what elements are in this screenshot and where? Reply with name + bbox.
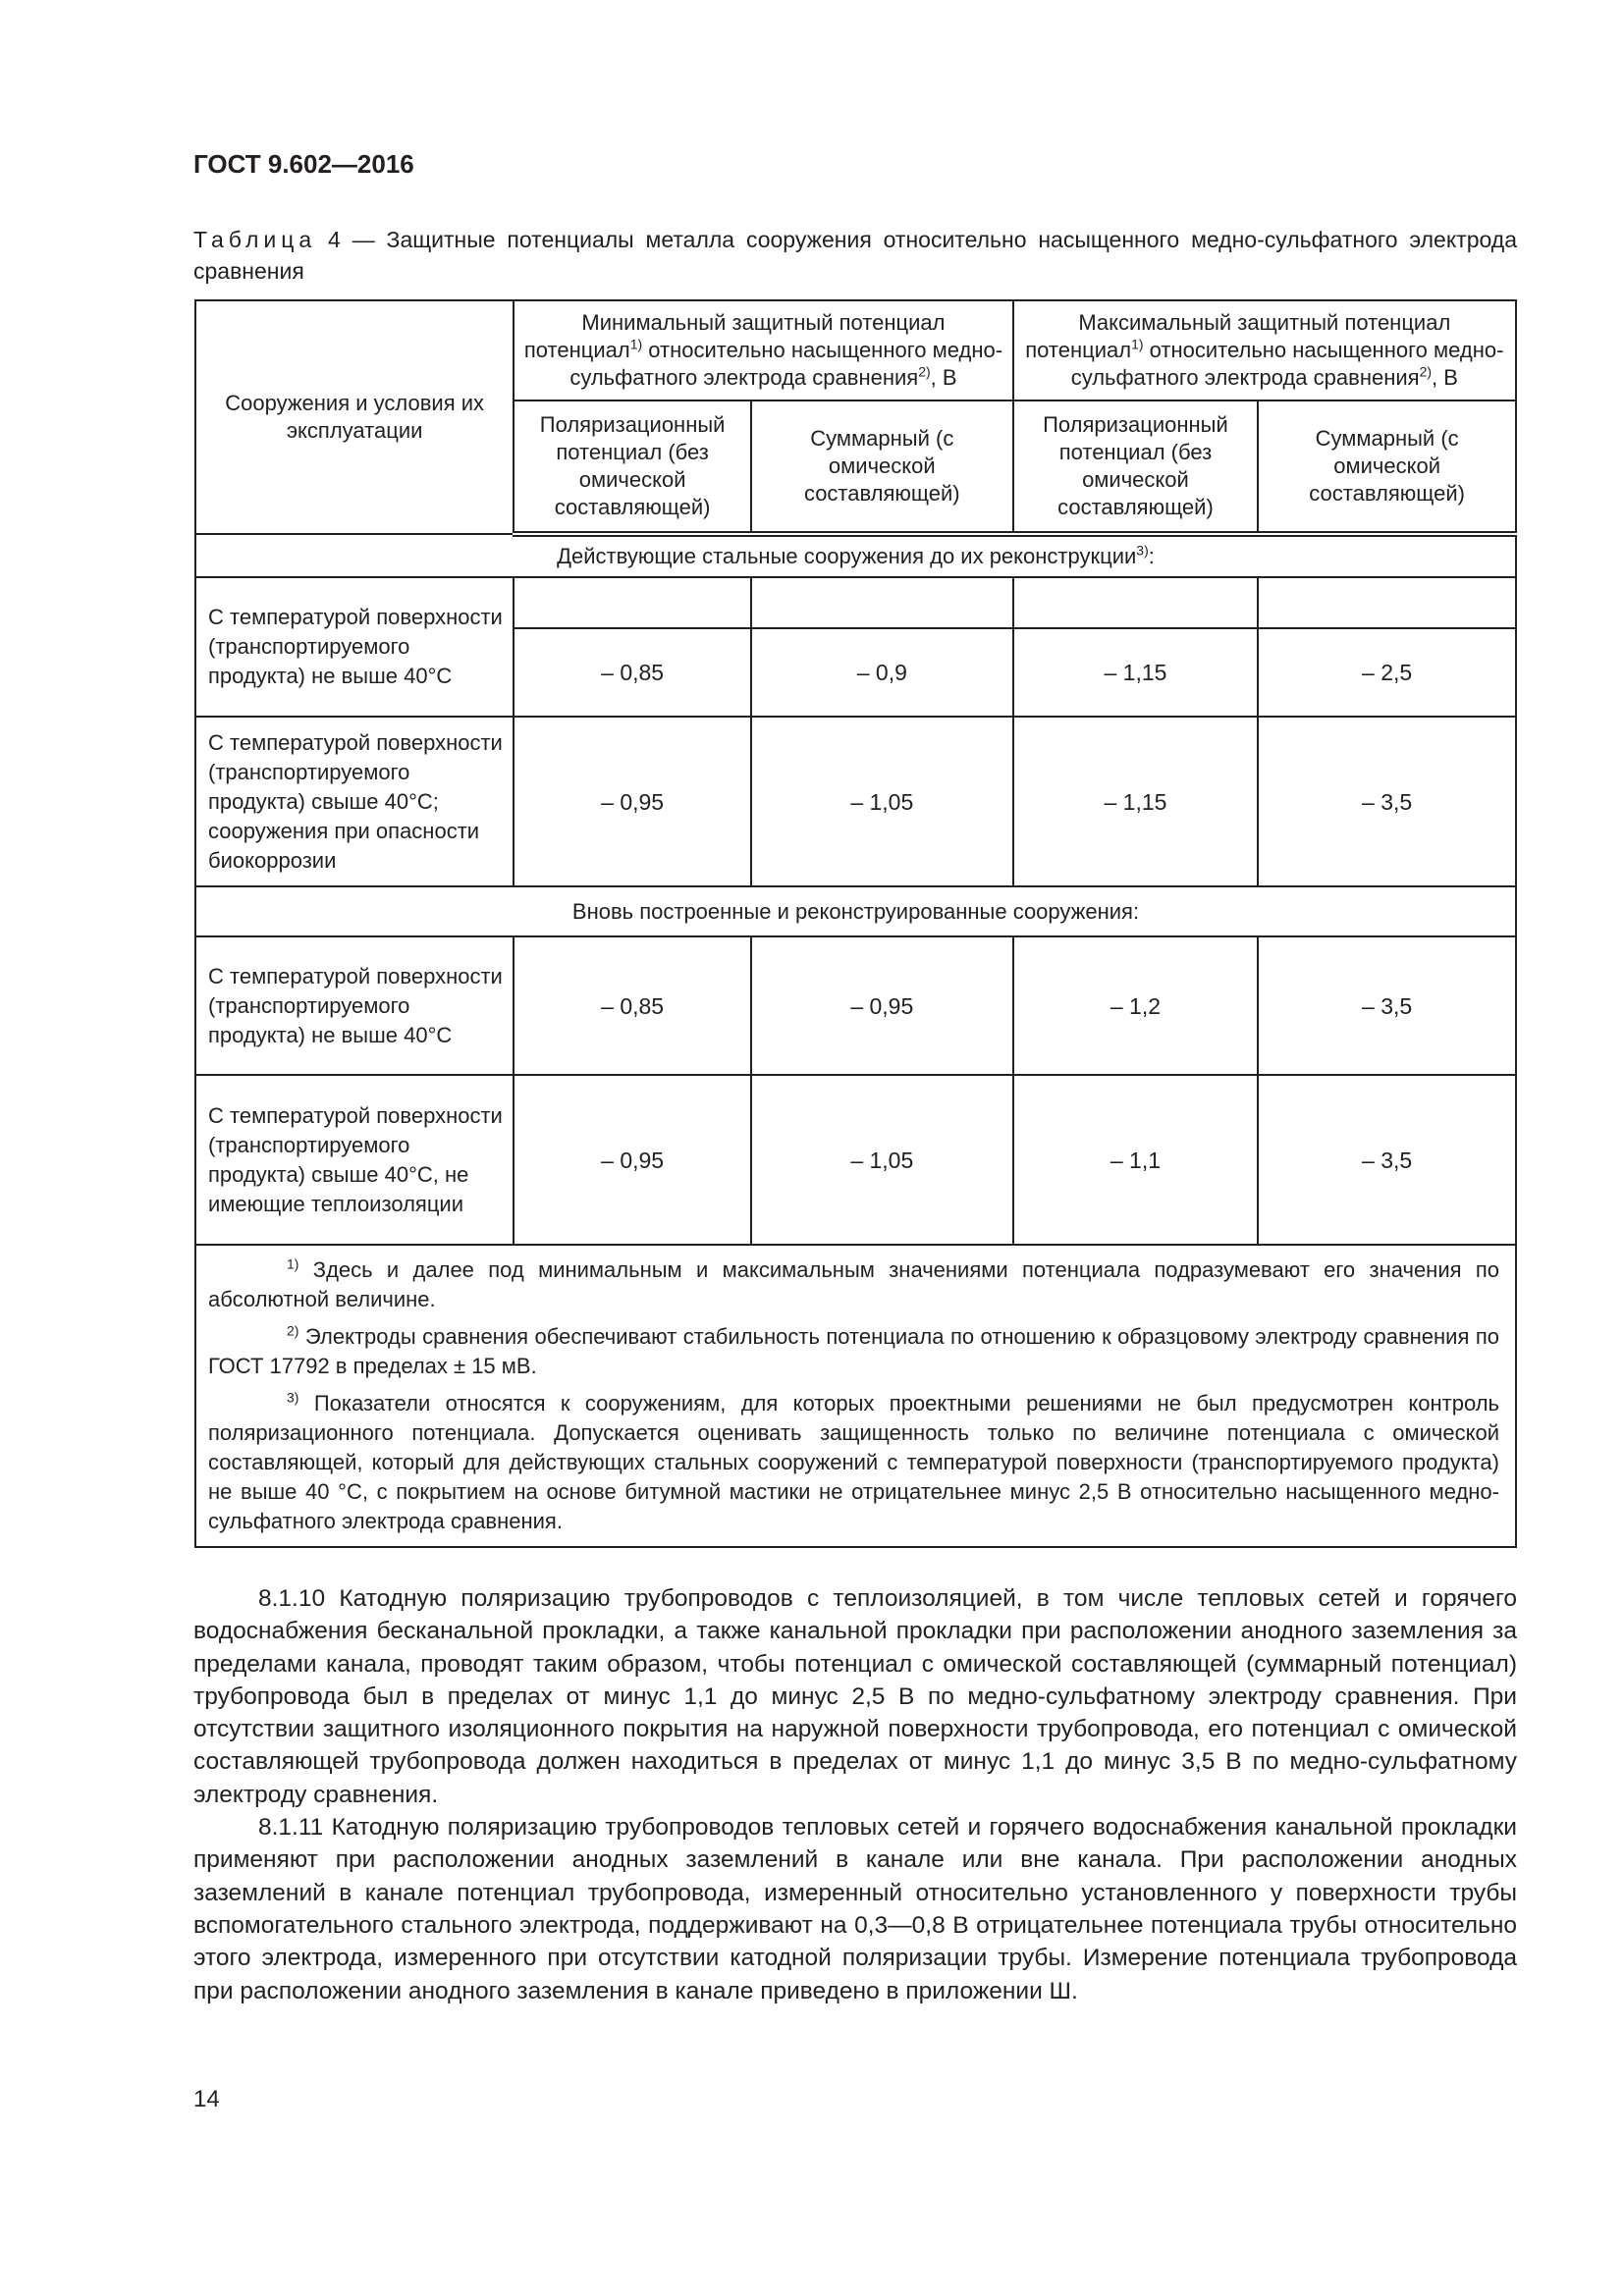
body-text xyxy=(193,1582,1517,2007)
cell: – 1,2 xyxy=(1013,936,1259,1075)
header-max-potential: Максимальный защитный потенциал потенциал$^{1)}$ относительно насыщенного медно-сульфатного электрода сравнения$^{2)}$, В xyxy=(1013,300,1516,400)
header-min-potential: Минимальный защитный потенциал потенциал$^{1)}$ относительно насыщенного медно-сульфатного электрода сравнения$^{2)}$, В xyxy=(514,300,1012,400)
caption-label: Таблица xyxy=(193,227,317,252)
cell: – 0,9 xyxy=(751,628,1013,717)
cell: – 1,05 xyxy=(751,717,1013,886)
footnote-1: $^{1)}$ Здесь и далее под минимальным и максимальным значениями потенциала подразумевают его значения по абсолютной величине. xyxy=(208,1255,1499,1311)
table-row xyxy=(195,936,1516,1075)
header-structures: Сооружения и условия их эксплуатации xyxy=(195,300,514,534)
table-footnotes xyxy=(195,1245,1516,1547)
row-label: С температурой поверхности (транспортируемого продукта) свыше 40°С, не имеющие теплоизоляции xyxy=(195,1075,514,1245)
paragraph-8-1-10: 8.1.10 Катодную поляризацию трубопроводов с теплоизоляцией, в том числе тепловых сетей и горячего водоснабжения бесканальной прокладки, а также канальной прокладки при расположении анодного заземления за пределами канала, проводят таким образом, чтобы потенциал с омической составляющей (суммарный потенциал) трубопровода был в пределах от минус 1,1 до минус 2,5 В по медно-сульфатному электроду сравнения. При отсутствии защитного изоляционного покрытия на наружной поверхности трубопровода, его потенциал с омической составляющей трубопровода должен находиться в пределах от минус 1,1 до минус 3,5 В по медно-сульфатному электроду сравнения. xyxy=(193,1585,1517,1808)
table-caption xyxy=(193,224,1517,287)
footnote-2: $^{2)}$ Электроды сравнения обеспечивают стабильность потенциала по отношению к образцовому электроду сравнения по ГОСТ 17792 в пределах ± 15 мВ. xyxy=(208,1322,1499,1378)
document-header: ГОСТ 9.602—2016 xyxy=(193,149,414,179)
cell: – 1,05 xyxy=(751,1075,1013,1245)
cell: – 3,5 xyxy=(1258,717,1516,886)
cell: – 1,15 xyxy=(1013,717,1259,886)
cell: – 3,5 xyxy=(1258,936,1516,1075)
cell: – 0,95 xyxy=(751,936,1013,1075)
cell: – 2,5 xyxy=(1258,628,1516,717)
subheader-sum: Суммарный (с омической составляющей) xyxy=(1258,400,1516,534)
row-label: С температурой поверхности (транспортируемого продукта) не выше 40°С xyxy=(195,577,514,717)
caption-text: 4 — Защитные потенциалы металла сооружения относительно насыщенного медно-сульфатного электрода сравнения xyxy=(193,227,1517,284)
footnote-3: $^{3)}$ Показатели относятся к сооружениям, для которых проектными решениями не был предусмотрен контроль поляризационного потенциала. Допускается оценивать защищенность только по величине потенциала с омической составляющей, который для действующих стальных сооружений с температурой поверхности (транспортируемого продукта) не выше 40 °С, с покрытием на основе битумной мастики не отрицательнее минус 2,5 В относительно насыщенного медно-сульфатного электрода сравнения. xyxy=(208,1389,1499,1533)
cell: – 1,15 xyxy=(1013,628,1259,717)
row-label: С температурой поверхности (транспортируемого продукта) не выше 40°С xyxy=(195,936,514,1075)
protective-potentials-table xyxy=(194,299,1517,1548)
page-number: 14 xyxy=(193,2086,220,2112)
table-row xyxy=(195,717,1516,886)
cell: – 1,1 xyxy=(1013,1075,1259,1245)
cell: – 0,95 xyxy=(514,1075,751,1245)
cell: – 0,85 xyxy=(514,936,751,1075)
row-label: С температурой поверхности (транспортируемого продукта) свыше 40°С; сооружения при опасности биокоррозии xyxy=(195,717,514,886)
cell: – 0,95 xyxy=(514,717,751,886)
section-existing: Действующие стальные сооружения до их реконструкции$^{3)}$: xyxy=(195,534,1516,577)
paragraph-8-1-11: 8.1.11 Катодную поляризацию трубопроводов тепловых сетей и горячего водоснабжения канальной прокладки применяют при расположении анодных заземлений в канале или вне канала. При расположении анодных заземлений в канале потенциал трубопровода, измеренный относительно установленного у поверхности трубы вспомогательного стального электрода, поддерживают на 0,3—0,8 В отрицательнее потенциала трубы относительно этого электрода, измеренного при отсутствии катодной поляризации трубы. Измерение потенциала трубопровода при расположении анодного заземления в канале приведено в приложении Ш. xyxy=(193,1814,1517,2004)
subheader-sum: Суммарный (с омической составляющей) xyxy=(751,400,1013,534)
section-new: Вновь построенные и реконструированные сооружения: xyxy=(195,886,1516,936)
subheader-polarization: Поляризационный потенциал (без омической составляющей) xyxy=(514,400,751,534)
table-row xyxy=(195,1075,1516,1245)
cell: – 0,85 xyxy=(514,628,751,717)
cell: – 3,5 xyxy=(1258,1075,1516,1245)
subheader-polarization: Поляризационный потенциал (без омической составляющей) xyxy=(1013,400,1259,534)
